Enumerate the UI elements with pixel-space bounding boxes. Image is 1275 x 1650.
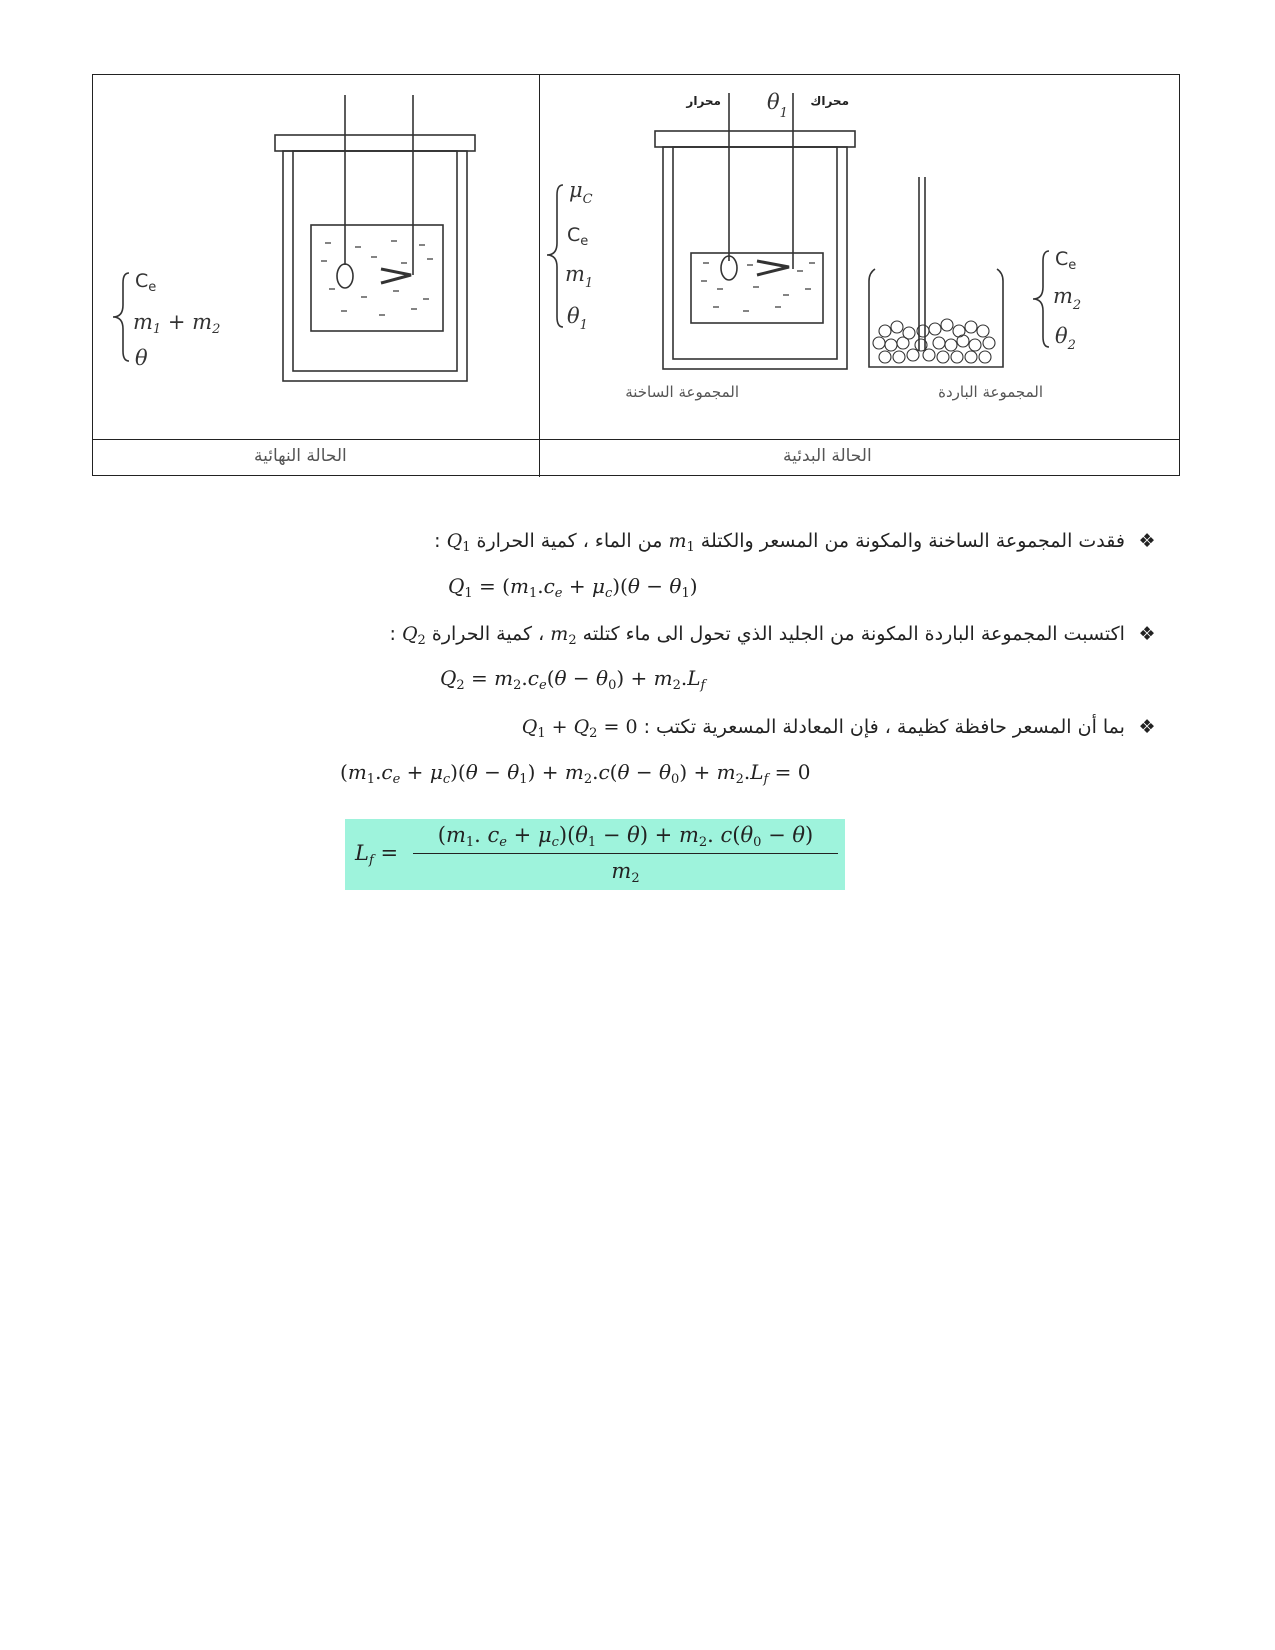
bullet-heat-gained-text: اكتسبت المجموعة الباردة المكونة من الجليد الذي تحول الى ماء كتلته $m_2$ ، كمية الحرارة $Q_2$ : xyxy=(389,623,1125,648)
final-var-theta: θ xyxy=(135,346,148,370)
result-denominator: $m_2$ xyxy=(611,859,640,886)
cold-vars-brace xyxy=(1033,248,1081,353)
cold-beaker-diagram xyxy=(869,177,1003,367)
cold-var-theta2: $\theta_2$ xyxy=(1055,324,1076,353)
final-calorimeter-diagram xyxy=(275,95,475,381)
result-numerator: ($m_1$. $c_e + \mu_c)(\theta_1 - \theta) + m_2$. $c(\theta_0 - \theta)$ xyxy=(437,823,814,850)
hot-var-theta1: $\theta_1$ xyxy=(567,304,588,333)
final-vars-brace xyxy=(113,270,220,370)
equation-q2: $Q_2 = m_2.c_e(\theta - \theta_0) + m_2.L_f$ xyxy=(440,666,706,693)
cold-group-label: المجموعة الباردة xyxy=(938,383,1043,401)
equation-q1: $Q_1 = (m_1.c_e + \mu_c)(\theta - \theta_1)$ xyxy=(448,574,698,601)
bullet-marker: ❖ xyxy=(1138,530,1156,552)
hot-var-mu: $\mu_C$ xyxy=(569,178,593,207)
bullet-heat-lost xyxy=(434,530,1163,555)
result-lhs: $L_f$ = xyxy=(355,841,399,868)
bullet-marker: ❖ xyxy=(1138,623,1156,645)
hot-calorimeter-diagram xyxy=(655,93,855,369)
stirrer-label: محراك xyxy=(810,94,849,108)
cold-var-ce: $C_e$ xyxy=(1055,248,1077,273)
final-var-mass: m1 + m2 xyxy=(133,310,221,337)
bullet-calorimetric-text: بما أن المسعر حافظة كظيمة ، فإن المعادلة المسعرية تكتب : $Q_1 + Q_2 = 0$ xyxy=(521,716,1125,741)
bullet-heat-gained xyxy=(390,623,1163,648)
initial-state-caption: الحالة البدئية xyxy=(783,446,872,466)
final-state-caption: الحالة النهائية xyxy=(254,446,347,466)
bullet-calorimetric-equation xyxy=(522,716,1163,741)
bullet-heat-lost-text: فقدت المجموعة الساخنة والمكونة من المسعر والكتلة $m_1$ من الماء ، كمية الحرارة $Q_1$ : xyxy=(434,530,1125,555)
fraction-bar xyxy=(413,853,838,854)
cold-var-m2: $m_2$ xyxy=(1053,284,1082,313)
hot-var-m1: $m_1$ xyxy=(565,262,594,291)
hot-group-label: المجموعة الساخنة xyxy=(625,383,739,401)
final-var-ce: $C_e$ xyxy=(135,270,157,295)
bullet-marker: ❖ xyxy=(1138,716,1156,738)
latent-heat-result-box xyxy=(345,819,845,890)
thermometer-label: محرار xyxy=(686,94,721,108)
hot-vars-brace xyxy=(547,178,593,333)
calorimetry-figure xyxy=(92,74,1180,476)
theta1-top-label: $\theta_1$ xyxy=(767,90,788,121)
figure-drawing xyxy=(93,75,1181,477)
equation-balance: $(m_1.c_e + \mu_c)(\theta - \theta_1) + m_2.c(\theta - \theta_0) + m_2.L_f = 0$ xyxy=(340,760,811,787)
hot-var-ce: $C_e$ xyxy=(567,224,589,249)
